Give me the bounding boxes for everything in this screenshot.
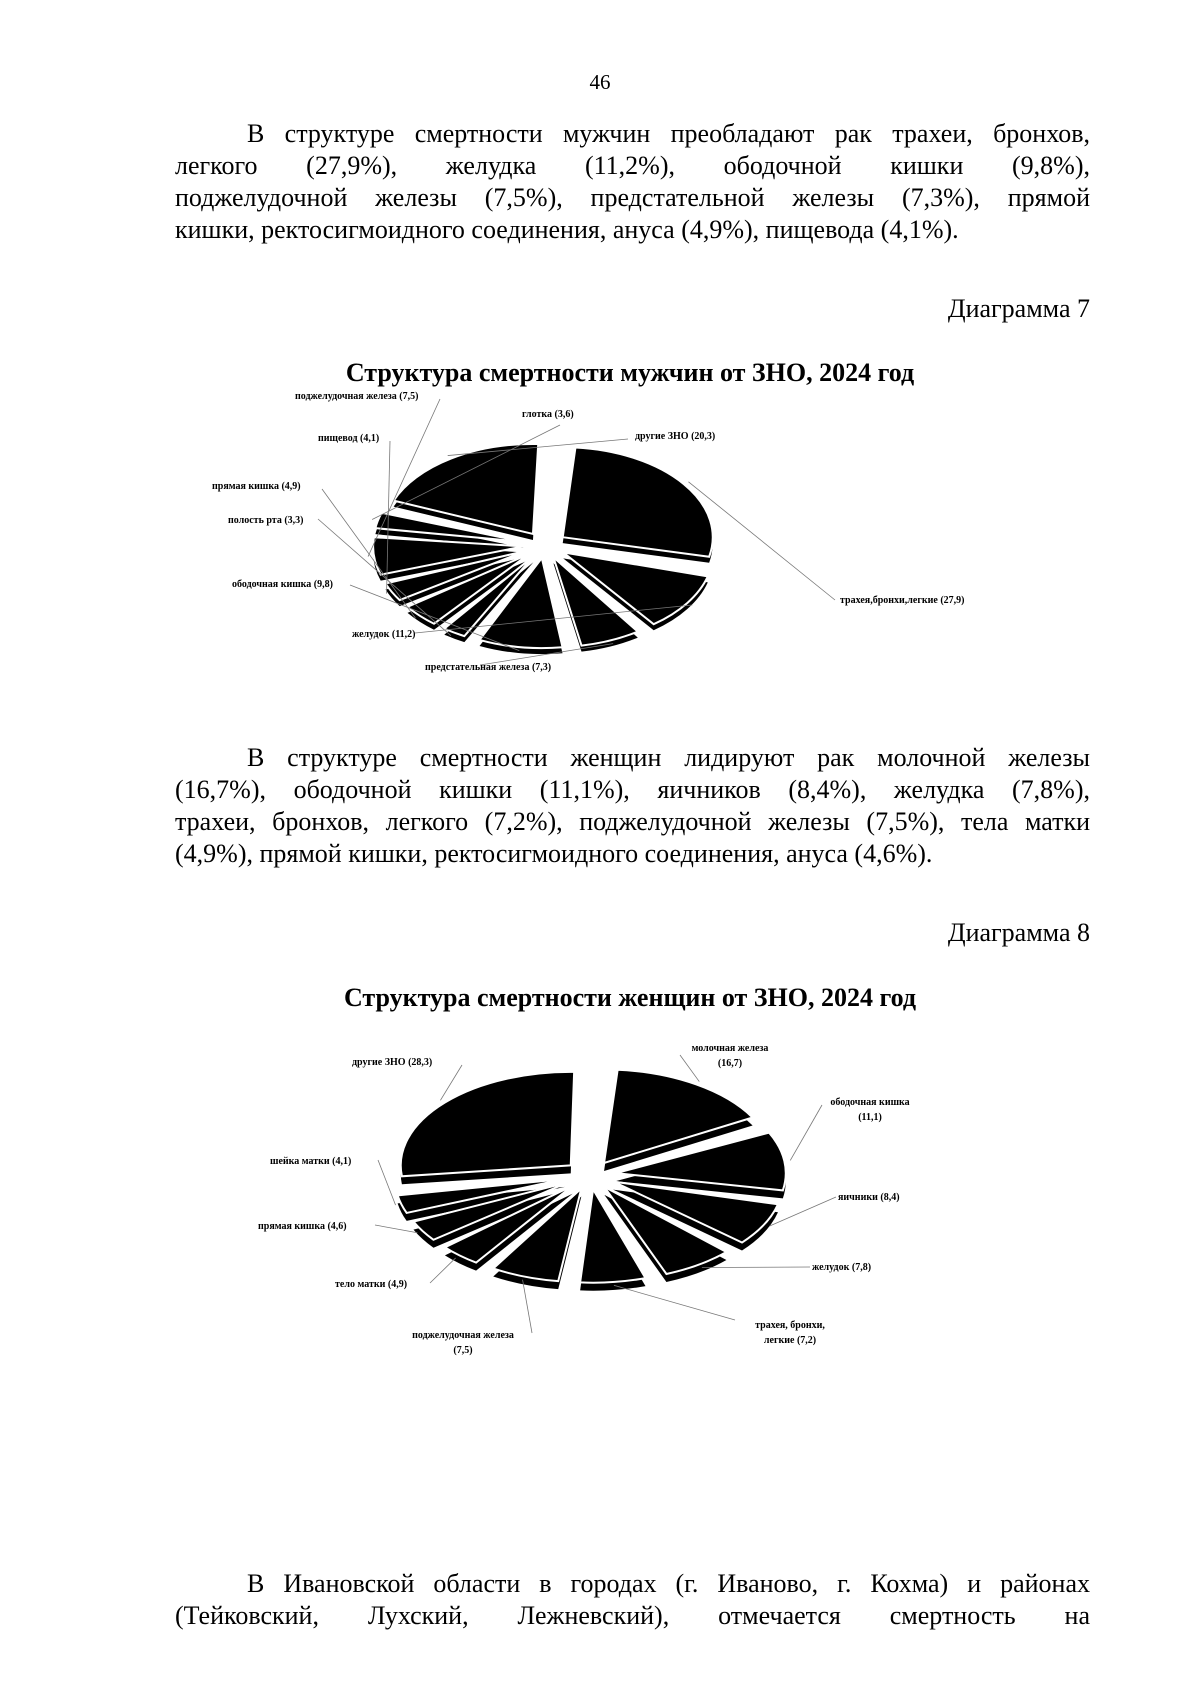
label-leader-line <box>790 1105 822 1160</box>
paragraph-line: трахеи, бронхов, легкого (7,2%), поджелудочной железы (7,5%), тела матки <box>175 807 1090 836</box>
slice-data-label: легкие (7,2) <box>763 1335 817 1346</box>
slice-data-label: глотка (3,6) <box>522 409 574 420</box>
slice-data-label: пищевод (4,1) <box>318 433 380 444</box>
paragraph-line: В структуре смертности мужчин преобладают рак трахеи, бронхов, <box>247 119 1090 148</box>
page-number: 46 <box>589 70 611 94</box>
paragraph-line: В Ивановской области в городах (г. Иваново, г. Кохма) и районах <box>247 1569 1090 1598</box>
paragraph-line: поджелудочной железы (7,5%), предстательной железы (7,3%), прямой <box>175 183 1090 212</box>
slice-data-label: желудок (11,2) <box>352 629 416 640</box>
slice-data-label: ободочная кишка (9,8) <box>232 579 333 590</box>
slice-data-label: прямая кишка (4,9) <box>212 481 301 492</box>
label-leader-line <box>680 1055 699 1082</box>
paragraph-line: (16,7%), ободочной кишки (11,1%), яичников (8,4%), желудка (7,8%), <box>175 775 1090 804</box>
slice-data-label: (7,5) <box>453 1345 473 1356</box>
label-leader-line <box>614 1285 735 1320</box>
slice-data-label: (11,1) <box>858 1112 882 1123</box>
slice-data-label: другие ЗНО (28,3) <box>352 1057 433 1068</box>
slice-data-label: прямая кишка (4,6) <box>258 1221 347 1232</box>
pie-chart-women <box>0 1025 1200 1385</box>
slice-data-label: поджелудочная железа <box>412 1330 514 1341</box>
chart-title-men: Структура смертности мужчин от ЗНО, 2024 год <box>345 358 915 387</box>
label-leader-line <box>378 1160 396 1205</box>
slice-data-label: предстательная железа (7,3) <box>425 662 552 673</box>
slice-data-label: желудок (7,8) <box>812 1262 872 1273</box>
diagram-8-label: Диаграмма 8 <box>947 918 1090 947</box>
pie-chart-men <box>0 385 1200 705</box>
slice-data-label: ободочная кишка <box>830 1097 910 1108</box>
slice-data-label: (16,7) <box>717 1058 743 1069</box>
paragraph-line: (Тейковский, Лухский, Лежневский), отмечается смертность на <box>175 1601 1090 1630</box>
paragraph-line: (4,9%), прямой кишки, ректосигмоидного соединения, ануса (4,6%). <box>175 839 933 868</box>
paragraph-men-mortality <box>175 118 1090 246</box>
slice-data-label: трахея,бронхи,легкие (27,9) <box>840 595 965 606</box>
label-leader-line <box>430 1258 456 1283</box>
slice-data-label: шейка матки (4,1) <box>270 1156 352 1167</box>
paragraph-line: В структуре смертности женщин лидируют рак молочной железы <box>247 743 1090 772</box>
diagram-7-label: Диаграмма 7 <box>947 294 1090 323</box>
pie-slice-9 <box>401 1072 574 1176</box>
paragraph-regions <box>175 1568 1090 1632</box>
label-leader-line <box>523 1280 532 1333</box>
slice-data-label: тело матки (4,9) <box>335 1279 408 1290</box>
slice-data-label: яичники (8,4) <box>838 1192 900 1203</box>
pie-slice-0 <box>563 448 713 557</box>
label-leader-line <box>375 1225 417 1233</box>
paragraph-line: легкого (27,9%), желудка (11,2%), ободочной кишки (9,8%), <box>175 151 1090 180</box>
slice-data-label: поджелудочная железа (7,5) <box>295 391 419 402</box>
slice-data-label: молочная железа <box>691 1043 769 1054</box>
slice-data-label: другие ЗНО (20,3) <box>635 431 716 442</box>
slice-data-label: трахея, бронхи, <box>755 1320 825 1331</box>
paragraph-line: кишки, ректосигмоидного соединения, ануса (4,9%), пищевода (4,1%). <box>175 215 959 244</box>
paragraph-women-mortality <box>175 742 1090 870</box>
label-leader-line <box>769 1197 836 1226</box>
chart-title-women: Структура смертности женщин от ЗНО, 2024 год <box>343 983 917 1012</box>
slice-data-label: полость рта (3,3) <box>228 515 304 526</box>
